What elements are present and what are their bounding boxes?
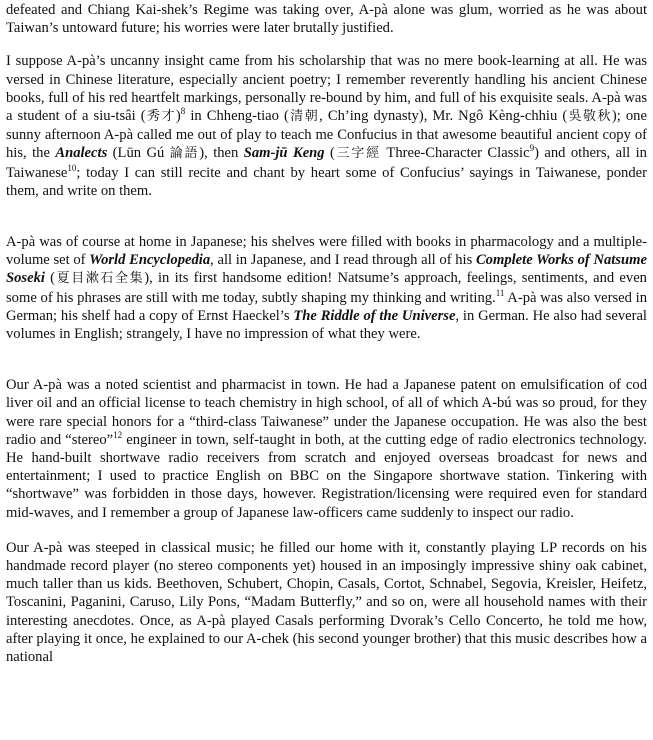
- footnote-marker: 10: [67, 162, 77, 173]
- text-run: ; today I can still recite and chant by heart some of Confucius’ sayings in Taiwanese, ponder them, and write on them.: [6, 164, 647, 199]
- chinese-characters: 清朝: [288, 109, 320, 125]
- text-run: I suppose A-pà’s uncanny insight came from his scholarship that was no mere book-learning at all. He was versed in Chinese literature, especially ancient poetry; I remember reverently handling his ancient Chinese books, full of his red heartfelt markings, personally re-bound by him, and full of his exquisite seals. A-pà was a student of a siu-tsâi (: [6, 53, 647, 125]
- chinese-characters: 夏目漱石全集: [55, 271, 145, 287]
- footnote-marker: 11: [495, 287, 505, 298]
- text-run: , all in Japanese, and I read through all of his: [210, 252, 476, 269]
- text-run: defeated and Chiang Kai-shek’s Regime was taking over, A-pà alone was glum, worried as he was about Taiwan’s untoward future; his worries were later brutally justified.: [6, 2, 647, 37]
- text-run: A-pà was of course at home in Japanese; his shelves were filled with books in pharmacology and a multiple-volume set of: [6, 234, 647, 269]
- chinese-characters: 秀才: [145, 109, 176, 125]
- text-run: (: [44, 270, 56, 287]
- chinese-characters: 三字經: [334, 146, 381, 162]
- text-run: (Lūn Gú: [107, 145, 170, 162]
- chinese-characters: 吳敬秋: [567, 109, 612, 125]
- text-run: ); one sunny afternoon A-pà called me out of play to teach me Confucius in that awesome beautiful ancient copy of his, the: [6, 108, 647, 162]
- book-title: World Encyclopedia: [89, 252, 211, 269]
- text-run: (: [324, 145, 335, 162]
- chinese-characters: 論語: [169, 146, 200, 162]
- footnote-marker: 12: [113, 430, 123, 440]
- book-title: Analects: [55, 145, 108, 162]
- paragraph-classical-music: [6, 539, 647, 666]
- book-title: The Riddle of the Universe: [293, 307, 456, 324]
- paragraph-japanese-books: [6, 233, 647, 343]
- text-run: , in German. He also had several volumes in English; strangely, I have no impression of what they were.: [6, 307, 647, 343]
- paragraph-scholarship: [6, 52, 647, 200]
- text-run: in Chheng-tiao (: [185, 108, 289, 125]
- text-run: ), in its first handsome edition! Natsume’s approach, feelings, sentiments, and even some of his phrases are still with me today, subtly shaping my thinking and writing.: [6, 270, 647, 306]
- text-run: ) and others, all in Taiwanese: [6, 145, 647, 181]
- footnote-marker: 8: [180, 106, 186, 117]
- book-title: Sam-jū Keng: [243, 145, 325, 162]
- text-run: Three-Character Classic: [380, 145, 530, 162]
- text-run: A-pà was also versed in German; his shelf had a copy of Ernst Haeckel’s: [6, 289, 647, 324]
- book-title: Complete Works of Natsume Soseki: [6, 252, 647, 287]
- text-run: ), then: [199, 145, 244, 162]
- paragraph-intro-continuation: [6, 1, 647, 37]
- text-run: Our A-pà was a noted scientist and pharmacist in town. He had a Japanese patent on emulsification of cod liver oil and an official license to teach chemistry in high school, of all of which A-bú was so proud, for they were rare special honors for a “third-class Taiwanese” under the Japanese occupation. He was also the best radio and “stereo”: [6, 377, 647, 448]
- text-run: engineer in town, self-taught in both, at the cutting edge of radio electronics technology. He hand-built shortwave radio receivers from scratch and enjoyed overseas broadcast for news and entertainment; I used to practice English on BBC on the Singapore shortwave station. Tinkering with “shortwave” was forbidden in those days, however. Registration/licensing were required even for standard mid-waves, and I remember a group of Japanese law-officers came suddenly to inspect our radio.: [6, 431, 647, 521]
- paragraph-scientist-pharmacist: [6, 376, 647, 522]
- text-run: ): [175, 108, 181, 125]
- text-run: Our A-pà was steeped in classical music; he filled our home with it, constantly playing LP records on his handmade record player (no stereo components yet) housed in an imposingly impressive shiny oak cabinet, much taller than us kids. Beethoven, Schubert, Chopin, Casals, Cortot, Schnabel, Segovia, Kreisler, Heifetz, Toscanini, Paganini, Caruso, Lily Pons, “Madam Butterfly,” and so on, were all household names with their interesting anecdotes. Once, as A-pà played Casals performing Dvorak’s Cello Concerto, he told me how, after playing it once, he explained to our A-chek (his second younger brother) that this music describes how a national: [6, 539, 647, 666]
- footnote-marker: 9: [529, 143, 535, 154]
- document-page: [6, 1, 647, 666]
- text-run: , Ch’ing dynasty), Mr. Ngô Kèng-chhiu (: [319, 108, 568, 125]
